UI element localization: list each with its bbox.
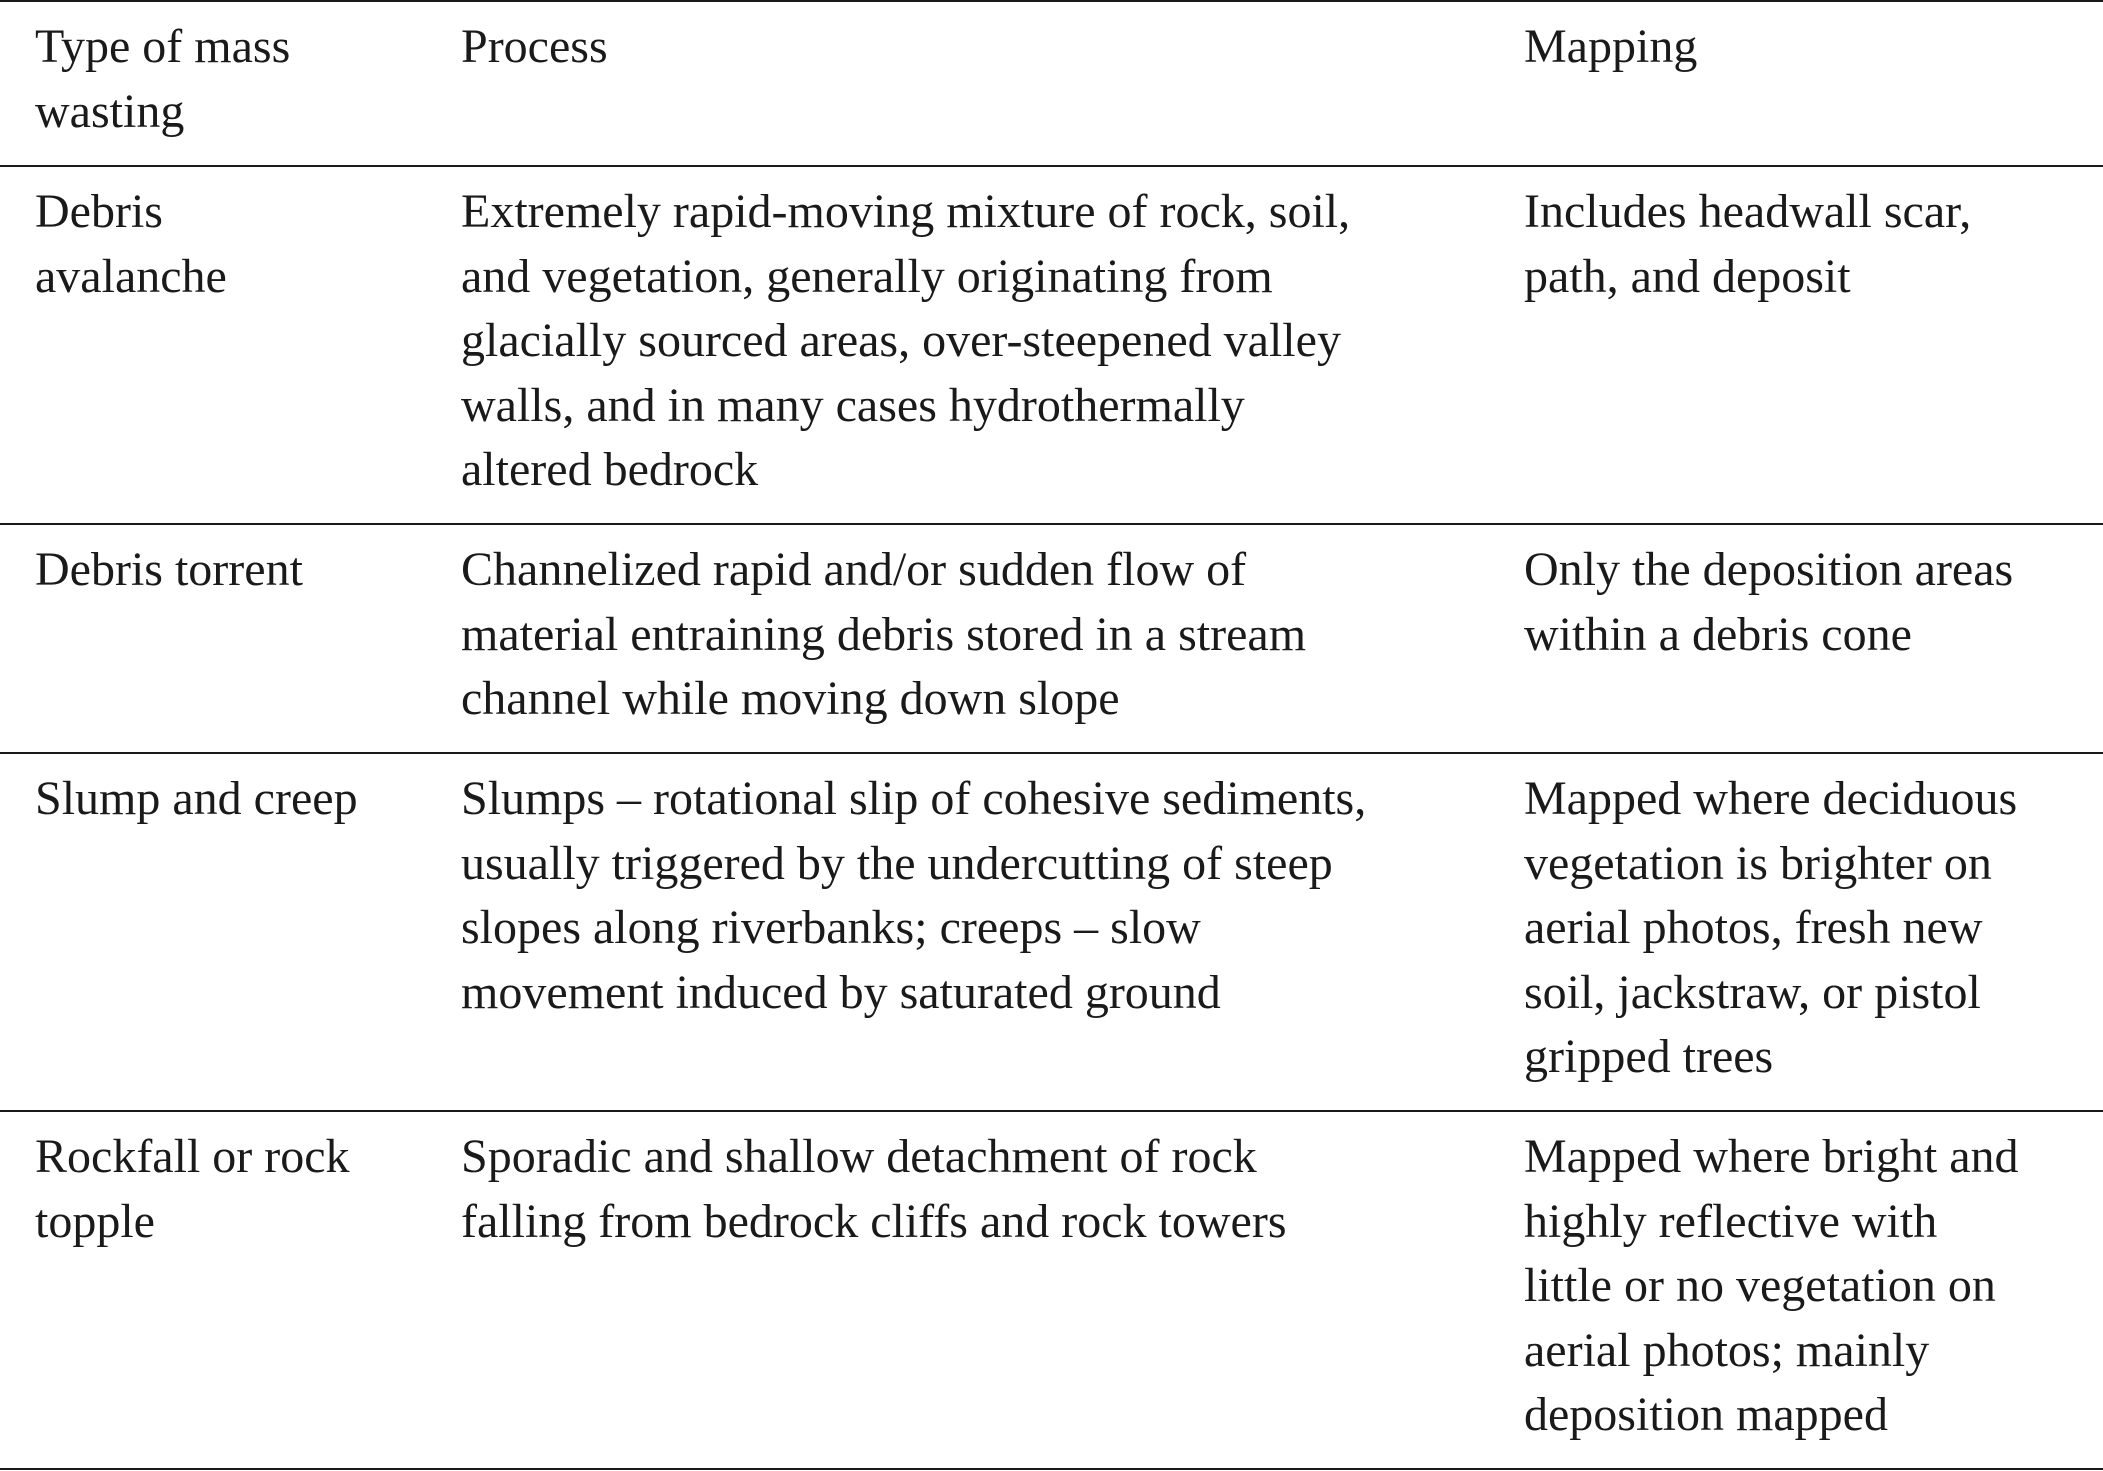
row-1-rule xyxy=(0,523,2103,525)
top-rule xyxy=(0,0,2103,2)
header-type: Type of mass wasting xyxy=(35,20,291,138)
row-2-process: Channelized rapid and/or sudden flow of material entraining debris stored in a stream channel while moving down slope xyxy=(461,543,1307,725)
row-2-rule xyxy=(0,752,2103,754)
bottom-rule xyxy=(0,1468,2103,1470)
header-process: Process xyxy=(461,20,608,73)
row-1-process: Extremely rapid-moving mixture of rock, soil, and vegetation, generally originating from glacially sourced areas, over-steepened valley walls, and in many cases hydrothermally altered bedrock xyxy=(461,185,1351,496)
row-2-type: Debris torrent xyxy=(35,543,303,596)
row-3-rule xyxy=(0,1110,2103,1112)
row-3-type: Slump and creep xyxy=(35,772,358,825)
row-1-type: Debris avalanche xyxy=(35,185,227,303)
row-4-process: Sporadic and shallow detachment of rock falling from bedrock cliffs and rock towers xyxy=(461,1130,1287,1248)
row-1-mapping: Includes headwall scar, path, and deposit xyxy=(1524,185,1972,303)
header-mapping: Mapping xyxy=(1524,20,1698,73)
row-2-mapping: Only the deposition areas within a debris cone xyxy=(1524,543,2014,661)
header-rule xyxy=(0,165,2103,167)
row-4-type: Rockfall or rock topple xyxy=(35,1130,350,1248)
row-4-mapping: Mapped where bright and highly reflective with little or no vegetation on aerial photos; mainly deposition mapped xyxy=(1524,1130,2019,1441)
row-3-process: Slumps – rotational slip of cohesive sediments, usually triggered by the undercutting of steep slopes along riverbanks; creeps – slow movement induced by saturated ground xyxy=(461,772,1367,1019)
row-3-mapping: Mapped where deciduous vegetation is brighter on aerial photos, fresh new soil, jackstraw, or pistol gripped trees xyxy=(1524,772,2018,1083)
